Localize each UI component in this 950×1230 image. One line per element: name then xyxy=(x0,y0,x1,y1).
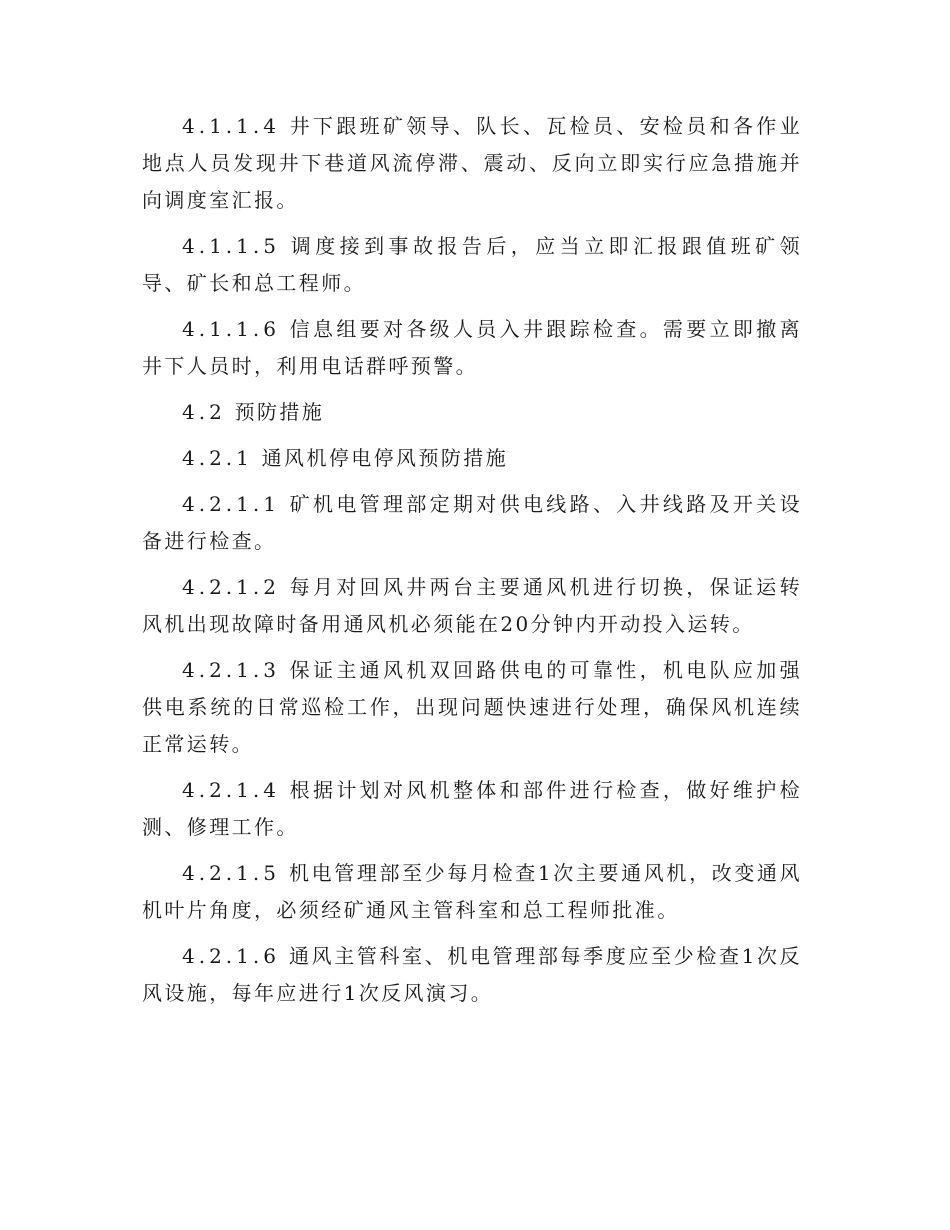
paragraph-4-1-1-5 xyxy=(142,228,802,302)
paragraph-text: 井下跟班矿领导、队长、瓦检员、安检员和各作业地点人员发现井下巷道风流停滞、震动、反向立即实行应急措施并向调度室汇报。 xyxy=(142,114,802,212)
section-number: 4.2.1.3 xyxy=(182,658,280,682)
document-body xyxy=(142,108,802,1021)
paragraph-text: 每月对回风井两台主要通风机进行切换，保证运转风机出现故障时备用通风机必须能在20分钟内开动投入运转。 xyxy=(142,575,802,636)
paragraph-text: 调度接到事故报告后，应当立即汇报跟值班矿领导、矿长和总工程师。 xyxy=(142,234,802,295)
heading-text: 预防措施 xyxy=(234,400,325,424)
heading-4-2-1 xyxy=(142,440,802,477)
section-number: 4.1.1.5 xyxy=(182,234,280,258)
paragraph-4-1-1-4 xyxy=(142,108,802,219)
section-number: 4.2.1.2 xyxy=(182,575,280,599)
paragraph-4-2-1-5 xyxy=(142,855,802,929)
section-number: 4.1.1.6 xyxy=(182,317,280,341)
paragraph-4-2-1-4 xyxy=(142,772,802,846)
paragraph-text: 信息组要对各级人员入井跟踪检查。需要立即撤离井下人员时，利用电话群呼预警。 xyxy=(142,317,802,378)
section-number: 4.2.1.1 xyxy=(182,492,280,516)
paragraph-text: 保证主通风机双回路供电的可靠性，机电队应加强供电系统的日常巡检工作，出现问题快速进行处理，确保风机连续正常运转。 xyxy=(142,658,802,756)
section-number: 4.2.1.4 xyxy=(182,778,280,802)
section-number: 4.2.1.5 xyxy=(182,861,280,885)
paragraph-text: 矿机电管理部定期对供电线路、入井线路及开关设备进行检查。 xyxy=(142,492,802,553)
paragraph-text: 根据计划对风机整体和部件进行检查，做好维护检测、修理工作。 xyxy=(142,778,802,839)
paragraph-4-2-1-2 xyxy=(142,569,802,643)
paragraph-text: 通风主管科室、机电管理部每季度应至少检查1次反风设施，每年应进行1次反风演习。 xyxy=(142,944,802,1005)
section-number: 4.1.1.4 xyxy=(182,114,280,138)
heading-4-2 xyxy=(142,394,802,431)
paragraph-4-2-1-6 xyxy=(142,938,802,1012)
section-number: 4.2.1.6 xyxy=(182,944,280,968)
section-number: 4.2 xyxy=(182,400,226,424)
paragraph-4-2-1-1 xyxy=(142,486,802,560)
heading-text: 通风机停电停风预防措施 xyxy=(261,446,509,470)
paragraph-text: 机电管理部至少每月检查1次主要通风机，改变通风机叶片角度，必须经矿通风主管科室和总工程师批准。 xyxy=(142,861,802,922)
paragraph-4-1-1-6 xyxy=(142,311,802,385)
section-number: 4.2.1 xyxy=(182,446,253,470)
paragraph-4-2-1-3 xyxy=(142,652,802,763)
